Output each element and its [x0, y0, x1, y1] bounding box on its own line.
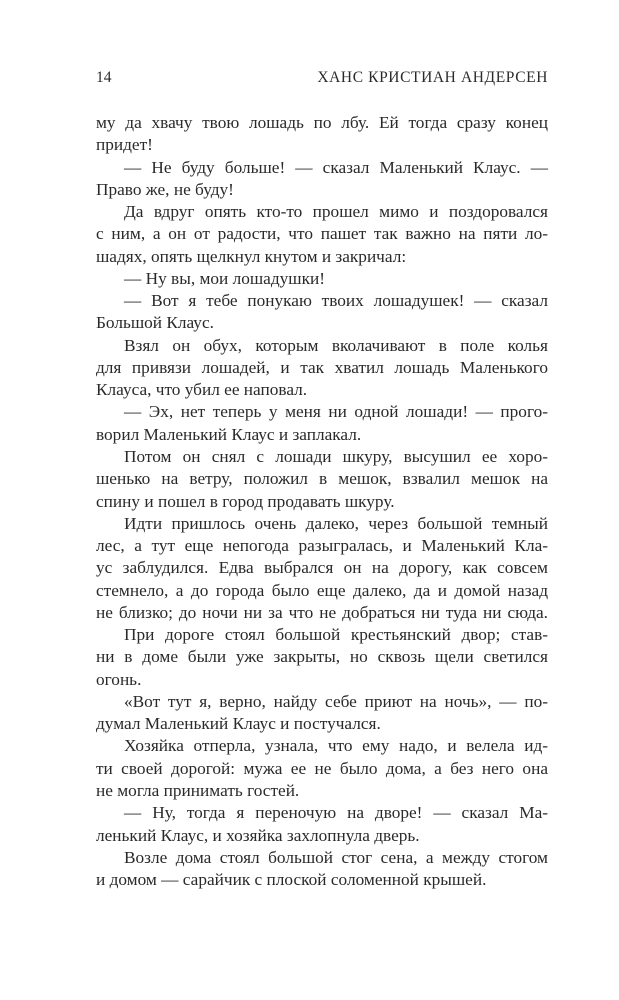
text-line: для привязи лошадей, и так хватил лошадь Маленького: [96, 357, 548, 377]
text-line: Возле дома стоял большой стог сена, а между стогом: [124, 847, 548, 867]
page-header: [96, 69, 548, 91]
text-line: — Не буду больше! — сказал Маленький Клаус. —: [124, 157, 548, 177]
text-line: Идти пришлось очень далеко, через большой темный: [124, 513, 548, 533]
running-title: ХАНС КРИСТИАН АНДЕРСЕН: [317, 69, 548, 86]
page-number: 14: [96, 69, 112, 86]
text-line: шадях, опять щелкнул кнутом и закричал:: [96, 246, 407, 266]
text-line: и домом — сарайчик с плоской соломенной крышей.: [96, 870, 487, 890]
text-line: «Вот тут я, верно, найду себе приют на ночь», — по-: [124, 691, 548, 711]
text-line: лес, а тут еще непогода разыгралась, и Маленький Кла-: [96, 536, 548, 556]
text-line: — Вот я тебе понукаю твоих лошадушек! — сказал: [124, 291, 548, 311]
text-line: ворил Маленький Клаус и заплакал.: [96, 424, 362, 444]
text-line: Хозяйка отперла, узнала, что ему надо, и велела ид-: [124, 736, 548, 756]
text-line: При дороге стоял большой крестьянский двор; став-: [124, 625, 548, 645]
text-line: Да вдруг опять кто-то прошел мимо и поздоровался: [124, 202, 548, 222]
text-line: стемнело, а до города было еще далеко, да и домой назад: [96, 580, 548, 600]
text-line: шенько на ветру, положил в мешок, взвалил мешок на: [96, 469, 548, 489]
text-line: ти своей дорогой: мужа ее не было дома, а без него она: [96, 758, 548, 778]
text-line: — Ну вы, мои лошадушки!: [124, 268, 325, 288]
text-line: придет!: [96, 135, 153, 155]
text-line: огонь.: [96, 669, 142, 689]
text-line: не могла принимать гостей.: [96, 780, 300, 800]
text-line: му да хвачу твою лошадь по лбу. Ей тогда сразу конец: [96, 113, 548, 132]
text-line: Право же, не буду!: [96, 179, 234, 199]
text-line: — Эх, нет теперь у меня ни одной лошади! — прого-: [124, 402, 548, 422]
text-line: Клауса, что убил ее наповал.: [96, 380, 308, 400]
text-line: ни в доме были уже закрыты, но сквозь щели светился: [96, 647, 548, 667]
text-line: ус заблудился. Едва выбрался он на дорогу, как совсем: [96, 558, 548, 578]
text-line: — Ну, тогда я переночую на дворе! — сказал Ма-: [124, 803, 548, 823]
text-line: с ним, а он от радости, что пашет так важно на пяти ло-: [96, 224, 548, 244]
text-line: думал Маленький Клаус и постучался.: [96, 714, 381, 734]
text-line: ленький Клаус, и хозяйка захлопнула дверь.: [96, 825, 420, 845]
text-line: Взял он обух, которым вколачивают в поле колья: [124, 335, 548, 355]
text-line: Большой Клаус.: [96, 313, 214, 333]
text-line: Потом он снял с лошади шкуру, высушил ее хоро-: [124, 446, 548, 466]
text-line: спину и пошел в город продавать шкуру.: [96, 491, 395, 511]
page-body-text: [96, 112, 548, 891]
text-line: не близко; до ночи ни за что не добраться ни туда ни сюда.: [96, 602, 548, 622]
